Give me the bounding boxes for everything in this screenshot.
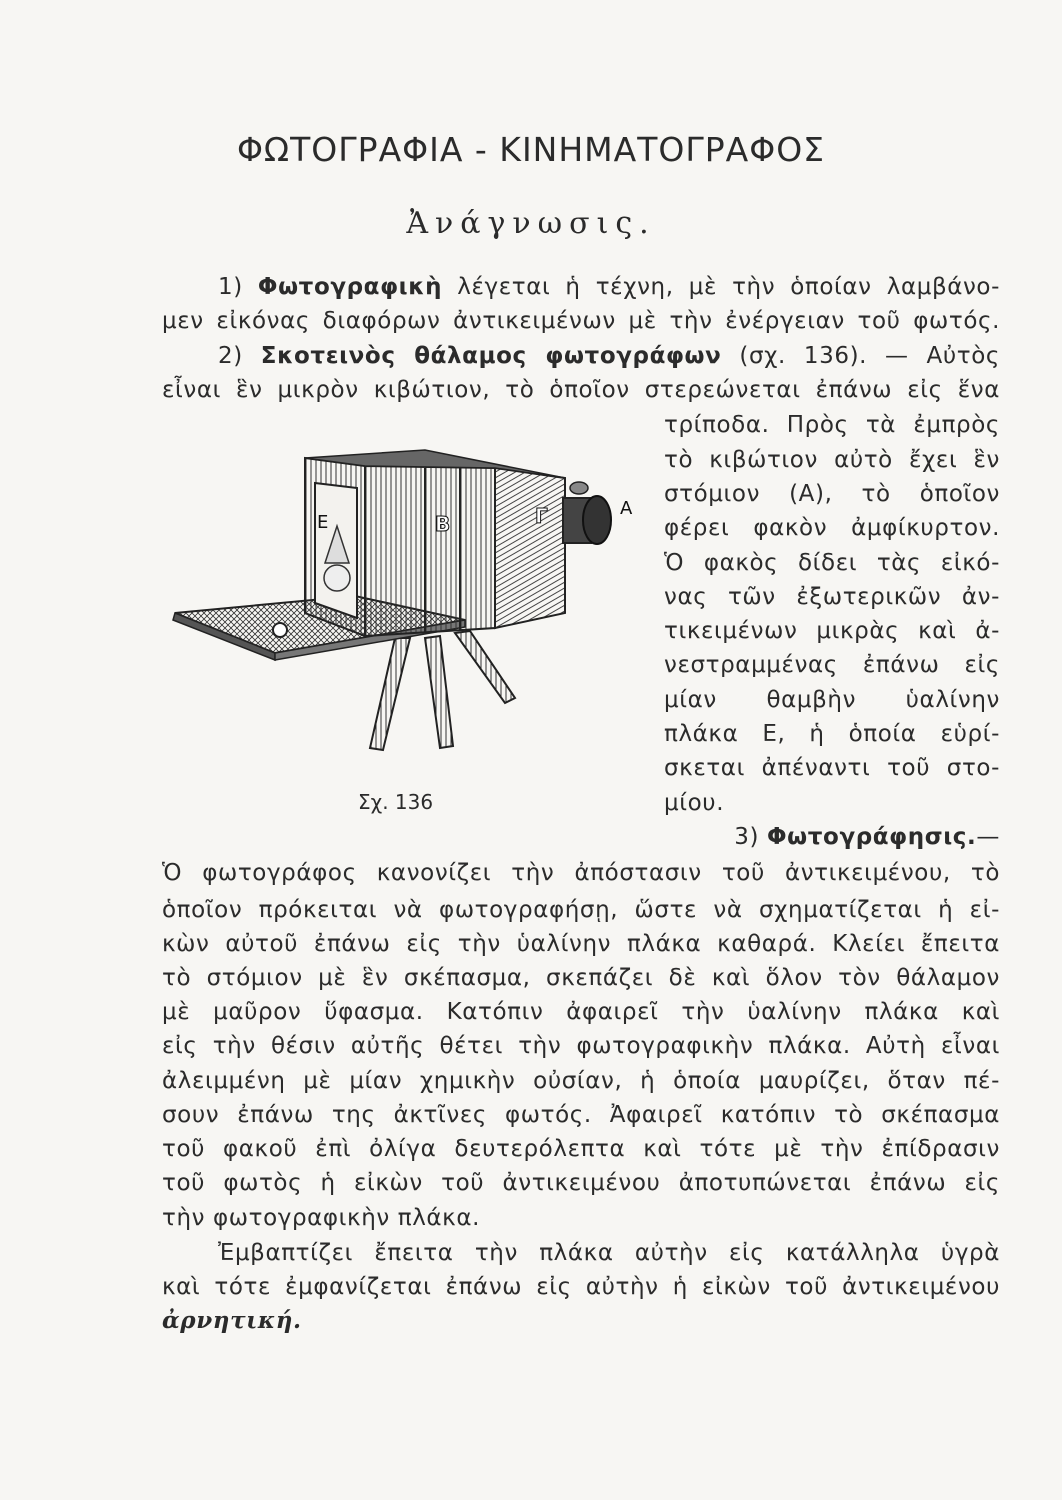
p3-line: κὼν αὐτοῦ ἐπάνω εἰς τὴν ὑαλίνην πλάκα καθαρά. Κλείει ἔπειτα: [162, 931, 1000, 957]
p2-col-line: τικειμένων μικρὰς καὶ ἀ-: [664, 618, 1000, 644]
p3-line: μὲ μαῦρον ὕφασμα. Κατόπιν ἀφαιρεῖ τὴν ὑαλίνην πλάκα καὶ: [162, 999, 1000, 1025]
p2-term: Σκοτεινὸς θάλαμος φωτογράφων: [260, 343, 722, 369]
p3-last-line: τὴν φωτογραφικὴν πλάκα.: [162, 1205, 480, 1231]
p2-col-line: σκεται ἀπέναντι τοῦ στο-: [664, 755, 1000, 781]
p3-number: 3): [734, 824, 768, 850]
p2-col-line: τρίποδα. Πρὸς τὰ ἐμπρὸς: [664, 412, 1000, 438]
p2-col-line: μίου.: [664, 790, 725, 816]
p3-line: ἀλειμμένη μὲ μίαν χημικὴν οὐσίαν, ἡ ὁποία μαυρίζει, ὅταν πέ-: [162, 1068, 1000, 1094]
p3-line: τὸ στόμιον μὲ ἓν σκέπασμα, σκεπάζει δὲ καὶ ὅλον τὸν θάλαμον: [162, 965, 1000, 991]
p3-line: τοῦ φακοῦ ἐπὶ ὀλίγα δευτερόλεπτα καὶ τότε μὲ τὴν ἐπίδρασιν: [162, 1136, 1000, 1162]
chapter-heading: ΦΩΤΟΓΡΑΦΙΑ - ΚΙΝΗΜΑΤΟΓΡΑΦΟΣ: [236, 130, 826, 169]
p2-line-1: [162, 341, 1000, 371]
p2-line-1-rest: (σχ. 136). — Αὐτὸς: [721, 343, 1001, 369]
p2-col-line: φέρει φακὸν ἀμφίκυρτον.: [664, 515, 1000, 541]
label-g: Γ: [535, 504, 548, 528]
p3-line: Ὁ φωτογράφος κανονίζει τὴν ἀπόστασιν τοῦ ἀντικειμένου, τὸ: [162, 860, 1000, 886]
p1-number: 1): [218, 274, 258, 300]
p1-term: Φωτογραφικὴ: [257, 274, 443, 300]
p2-line-2: εἶναι ἓν μικρὸν κιβώτιον, τὸ ὁποῖον στερεώνεται ἐπάνω εἰς ἕνα: [162, 377, 1000, 403]
camera-illustration: [165, 448, 645, 778]
p4-line-3: [162, 1306, 1000, 1336]
p2-col-line: νεστραμμένας ἐπάνω εἰς: [664, 652, 1000, 678]
p1-line-1-rest: λέγεται ἡ τέχνη, μὲ τὴν ὁποίαν λαμβάνο-: [442, 274, 1000, 300]
p2-col-line: νας τῶν ἐξωτερικῶν ἀν-: [664, 584, 1000, 610]
p2-col-line: Ὁ φακὸς δίδει τὰς εἰκό-: [664, 550, 1000, 576]
label-a: Α: [620, 498, 633, 519]
p3-line-1: [734, 822, 1000, 852]
figure-caption: Σχ. 136: [358, 790, 434, 814]
p2-col-line: τὸ κιβώτιον αὐτὸ ἔχει ἓν: [664, 447, 1000, 473]
p2-number: 2): [218, 343, 261, 369]
label-b: Β: [435, 512, 451, 536]
p4-line-2: καὶ τότε ἐμφανίζεται ἐπάνω εἰς αὐτὴν ἡ εἰκὼν τοῦ ἀντικειμένου: [162, 1274, 1000, 1300]
p3-line: εἰς τὴν θέσιν αὐτῆς θέτει τὴν φωτογραφικὴν πλάκα. Αὐτὴ εἶναι: [162, 1033, 1000, 1059]
p1-line-2: μεν εἰκόνας διαφόρων ἀντικειμένων μὲ τὴν ἐνέργειαν τοῦ φωτός.: [162, 308, 1000, 334]
p2-col-line: πλάκα Ε, ἡ ὁποία εὑρί-: [664, 721, 1000, 747]
p3-dash: —: [976, 824, 1000, 850]
p4-term: ἀρνητική.: [162, 1307, 302, 1334]
p4-line-1: Ἐμβαπτίζει ἔπειτα τὴν πλάκα αὐτὴν εἰς κατάλληλα ὑγρὰ: [218, 1240, 1000, 1266]
p3-term: Φωτογράφησις.: [767, 824, 977, 850]
p3-line: τοῦ φωτὸς ἡ εἰκὼν τοῦ ἀντικειμένου ἀποτυπώνεται ἐπάνω εἰς: [162, 1170, 1000, 1196]
p2-col-line: μίαν θαμβὴν ὑαλίνην: [664, 687, 1000, 713]
p1-line-1: [162, 272, 1000, 302]
p3-line: σουν ἐπάνω της ἀκτῖνες φωτός. Ἀφαιρεῖ κατόπιν τὸ σκέπασμα: [162, 1102, 1000, 1128]
p2-col-line: στόμιον (Α), τὸ ὁποῖον: [664, 481, 1000, 507]
section-subtitle: Ἀνάγνωσις.: [406, 206, 656, 241]
label-e: Ε: [317, 512, 329, 533]
p3-line: ὁποῖον πρόκειται νὰ φωτογραφήσῃ, ὥστε νὰ σχηματίζεται ἡ εἰ-: [162, 897, 1000, 923]
